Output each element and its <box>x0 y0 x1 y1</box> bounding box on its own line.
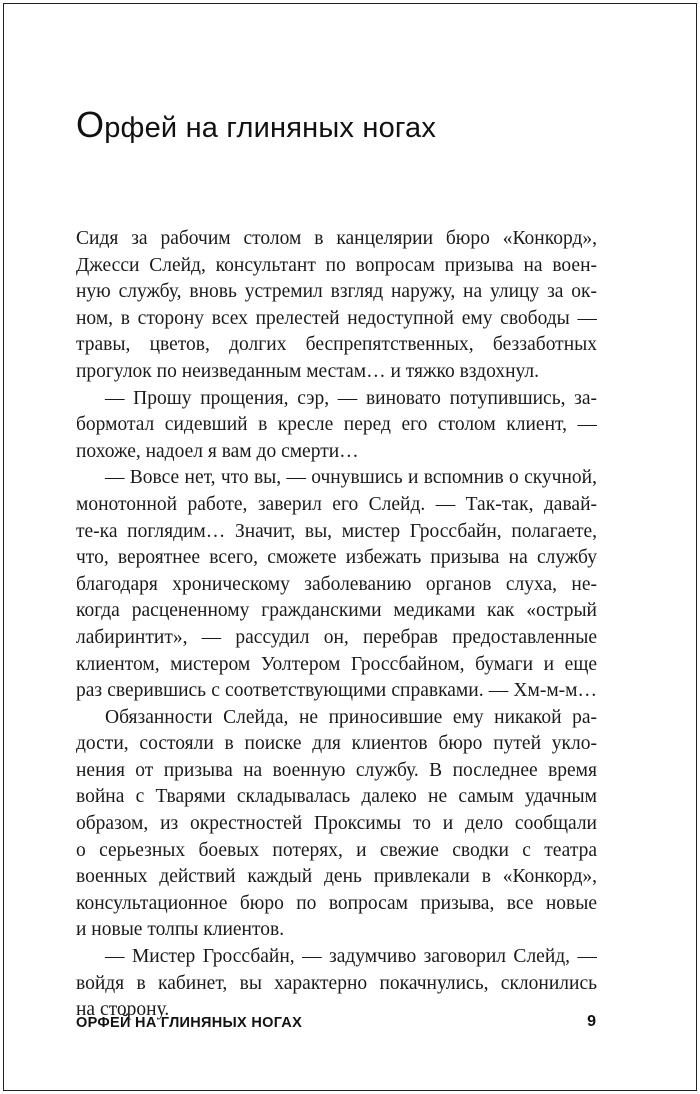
text-line: лабиринтит», — рассудил он, перебрав предоставленные <box>76 626 597 648</box>
text-line: похоже, надоел я вам до смерти… <box>76 440 359 462</box>
text-line: дости, состояли в поиске для клиентов бюро путей укло- <box>76 733 597 755</box>
text-line: нения от призыва на военную службу. В последнее время <box>76 759 597 781</box>
running-footer-title: ОРФЕЙ НА ГЛИНЯНЫХ НОГАХ <box>76 1015 303 1031</box>
text-line: — Прошу прощения, сэр, — виновато потупившись, за- <box>105 387 597 409</box>
body-text <box>76 226 597 1024</box>
text-line: ную службу, вновь устремил взгляд наружу, на улицу за ок- <box>76 281 597 303</box>
text-line: консультационное бюро по вопросам призыва, все новые <box>76 892 597 914</box>
chapter-title-rest: рфей на глиняных ногах <box>104 112 437 144</box>
page-number: 9 <box>587 1013 596 1030</box>
text-line: бормотал сидевший в кресле перед его столом клиент, — <box>76 414 597 436</box>
text-line: военных действий каждый день привлекали в «Конкорд», <box>76 866 597 888</box>
text-line: те-ка поглядим… Значит, вы, мистер Гроссбайн, полагаете, <box>76 520 597 542</box>
text-line: — Мистер Гроссбайн, — задумчиво заговорил Слейд, — <box>105 946 597 968</box>
text-line: монотонной работе, заверил его Слейд. — Так-так, давай- <box>76 493 597 515</box>
text-line: Сидя за рабочим столом в канцелярии бюро «Конкорд», <box>76 228 597 249</box>
chapter-title-initial: О <box>76 104 105 145</box>
text-line: клиентом, мистером Уолтером Гроссбайном, бумаги и еще <box>76 653 597 675</box>
text-line: прогулок по неизведанным местам… и тяжко вздохнул. <box>76 360 540 382</box>
text-line: благодаря хроническому заболеванию органов слуха, не- <box>76 573 597 595</box>
text-line: войдя в кабинет, вы характерно покачнулись, склонились <box>76 972 597 994</box>
text-line: на сторону. <box>76 999 170 1021</box>
text-line: ном, в сторону всех прелестей недоступной ему свободы — <box>76 307 597 329</box>
chapter-title <box>76 104 436 146</box>
text-line: травы, цветов, долгих беспрепятственных, беззаботных <box>76 334 597 356</box>
text-line: война с Тварями складывалась далеко не самым удачным <box>76 786 597 808</box>
text-line: и новые толпы клиентов. <box>76 919 285 941</box>
text-line: раз сверившись с соответствующими справками. — Хм-м-м… <box>76 680 597 702</box>
text-line: что, вероятнее всего, сможете избежать призыва на службу <box>76 547 597 569</box>
text-line: — Вовсе нет, что вы, — очнувшись и вспомнив о скучной, <box>105 467 597 489</box>
text-line: когда расцененному гражданскими медиками как «острый <box>76 600 597 622</box>
text-line: Обязанности Слейда, не приносившие ему никакой ра- <box>105 706 597 728</box>
text-line: о серьезных боевых потерях, и свежие сводки с театра <box>76 839 597 861</box>
text-line: образом, из окрестностей Проксимы то и дело сообщали <box>76 813 597 835</box>
text-line: Джесси Слейд, консультант по вопросам призыва на воен- <box>76 254 597 276</box>
